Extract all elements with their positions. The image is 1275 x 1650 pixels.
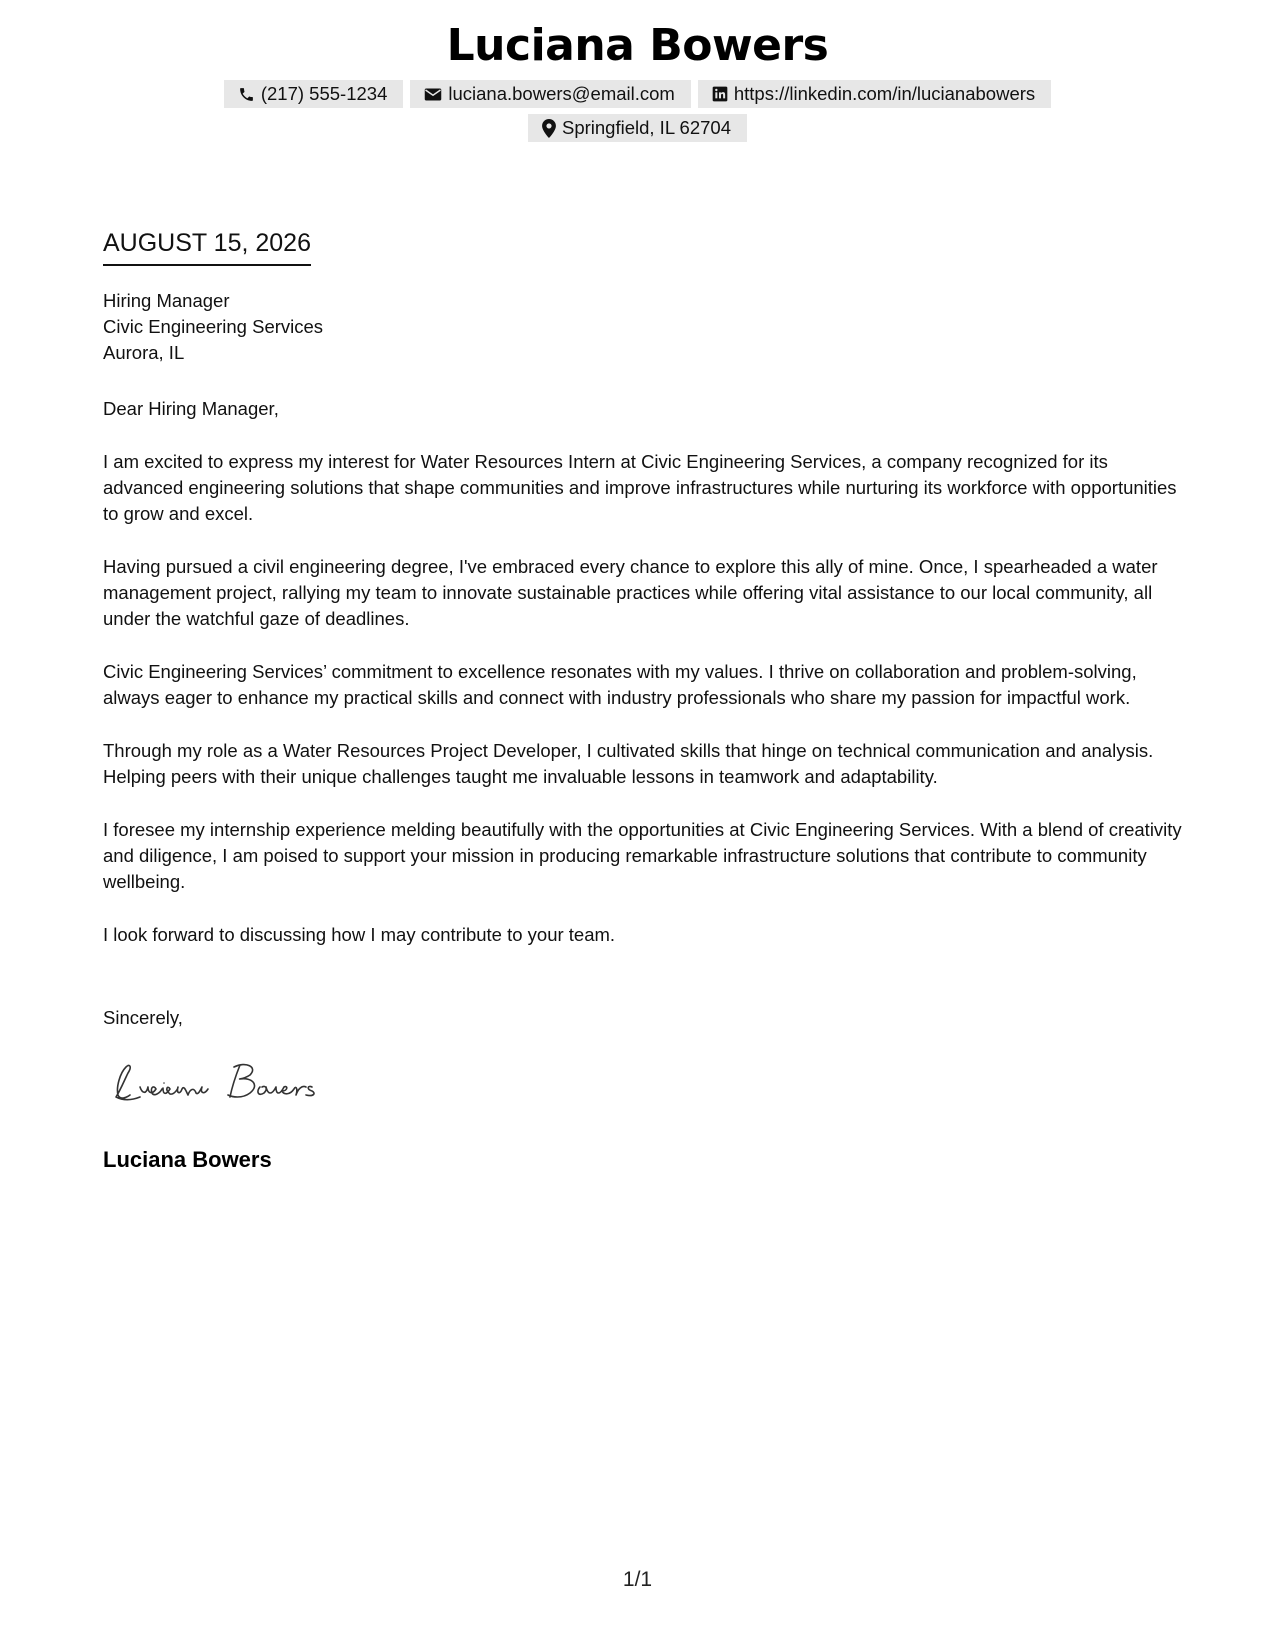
recipient-block [103, 288, 1183, 366]
linkedin-icon [712, 86, 728, 102]
phone-chip [224, 80, 404, 108]
recipient-line: Aurora, IL [103, 342, 185, 363]
phone-text: (217) 555-1234 [260, 83, 388, 104]
recipient-line: Hiring Manager [103, 290, 230, 311]
location-text: Springfield, IL 62704 [561, 117, 732, 138]
contact-row-location [0, 114, 1275, 142]
phone-icon [238, 86, 255, 103]
linkedin-text: https://linkedin.com/in/lucianabowers [733, 83, 1036, 104]
body-paragraph: Having pursued a civil engineering degree, I've embraced every chance to explore this ally of mine. Once, I spearheaded a water management project, rallying my team to innovate sustainable practices while offering vital assistance to our local community, all under the watchful gaze of deadlines. [103, 556, 1158, 629]
letter-date: AUGUST 15, 2026 [103, 228, 311, 266]
envelope-icon [424, 87, 442, 102]
body-paragraph: Civic Engineering Services’ commitment to excellence resonates with my values. I thrive on collaboration and problem-solving, always eager to enhance my practical skills and connect with industry professionals who share my passion for impactful work. [103, 661, 1137, 708]
letter-body [103, 449, 1183, 975]
body-paragraph: I am excited to express my interest for Water Resources Intern at Civic Engineering Services, a company recognized for its advanced engineering solutions that shape communities and improve infrastructures while nurturing its workforce with opportunities to grow and excel. [103, 451, 1177, 524]
linkedin-chip [698, 80, 1051, 108]
recipient-line: Civic Engineering Services [103, 316, 324, 337]
body-paragraph: Through my role as a Water Resources Project Developer, I cultivated skills that hinge on technical communication and analysis. Helping peers with their unique challenges taught me invaluable lessons in teamwork and adaptability. [103, 740, 1154, 787]
location-chip [528, 114, 747, 142]
signature-image [112, 1057, 352, 1107]
page-number: 1/1 [622, 1568, 653, 1591]
handwritten-signature [112, 1057, 352, 1112]
body-paragraph: I look forward to discussing how I may contribute to your team. [103, 924, 616, 945]
closing: Sincerely, [103, 1007, 183, 1028]
applicant-name-heading: Luciana Bowers [446, 20, 829, 71]
map-pin-icon [542, 119, 556, 138]
body-paragraph: I foresee my internship experience melding beautifully with the opportunities at Civic Engineering Services. With a blend of creativity and diligence, I am poised to support your mission in producing remarkable infrastructure solutions that contribute to community wellbeing. [103, 819, 1182, 892]
email-chip [410, 80, 690, 108]
signer-name: Luciana Bowers [103, 1147, 272, 1172]
salutation: Dear Hiring Manager, [103, 398, 279, 419]
email-text: luciana.bowers@email.com [448, 83, 675, 104]
contact-row [0, 80, 1275, 108]
